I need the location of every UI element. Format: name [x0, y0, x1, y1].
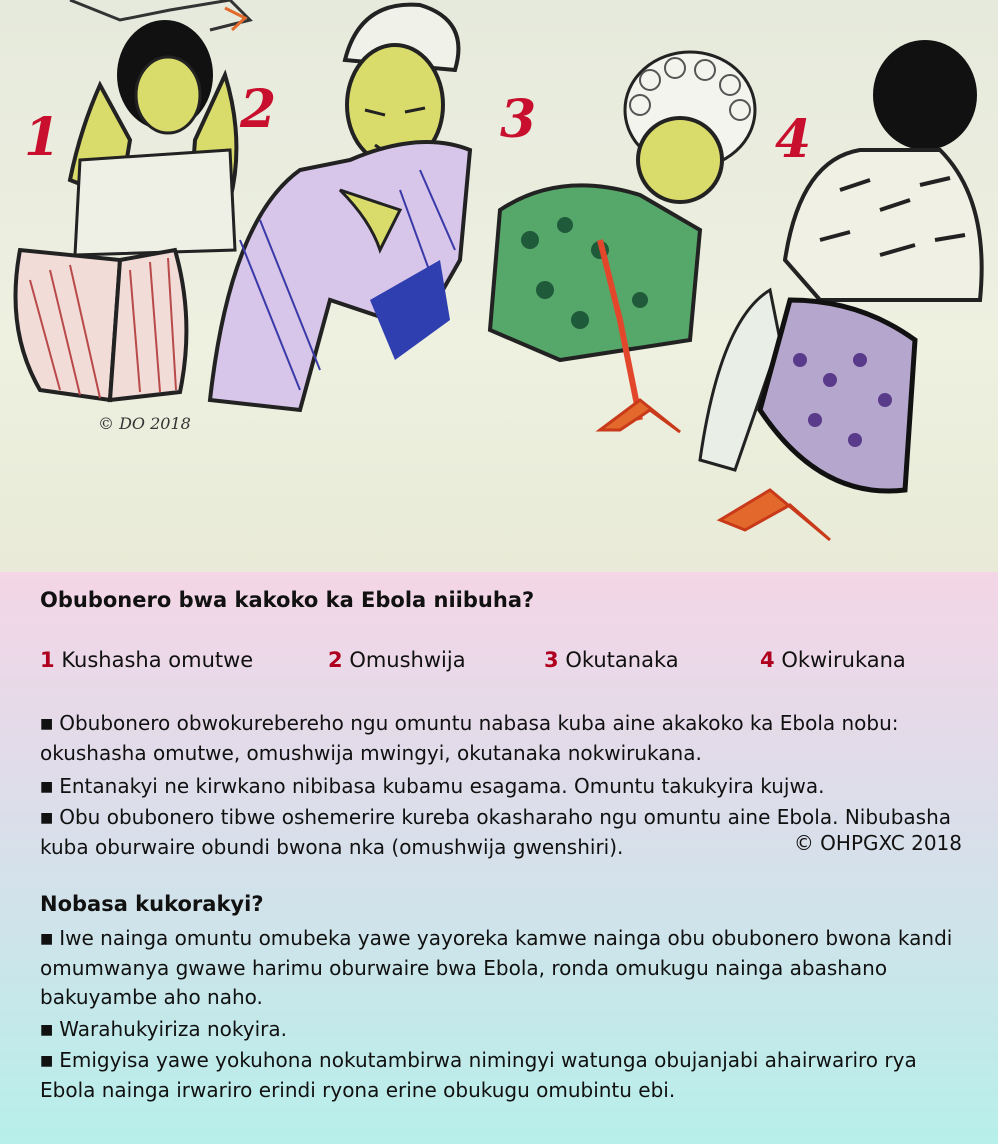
info-bullet-1	[40, 709, 970, 768]
symptom-number: 3	[544, 648, 559, 672]
figure-number-4: 4	[775, 109, 812, 170]
symptom-number: 1	[40, 648, 55, 672]
bullet-text: Iwe nainga omuntu omubeka yawe yayoreka kamwe nainga obu obubonero bwona kandi omumwanya gwawe harimu oburwaire bwa Ebola, ronda omukugu nainga abashano bakuyambe aho naho.	[40, 926, 953, 1009]
symptom-label: Okwirukana	[781, 648, 906, 672]
symptom-label: Kushasha omutwe	[61, 648, 254, 672]
bullet-text: Emigyisa yawe yokuhona nokutambirwa nimingyi watunga obujanjabi ahairwariro rya Ebola nainga irwariro erindi ryona erine obukugu omubintu ebi.	[40, 1048, 917, 1102]
symptom-number: 4	[760, 648, 775, 672]
bullet-text: Warahukyiriza nokyira.	[59, 1017, 287, 1041]
symptom-label: Omushwija	[349, 648, 466, 672]
bullet-text: Entanakyi ne kirwkano nibibasa kubamu esagama. Omuntu takukyira kujwa.	[59, 774, 825, 798]
action-bullet-1	[40, 924, 970, 1012]
info-bullet-2	[40, 772, 970, 802]
symptom-item-4	[760, 648, 906, 672]
bullet-text: Obu obubonero tibwe oshemerire kureba okasharaho ngu omuntu aine Ebola. Nibubasha kuba oburwaire obundi bwona nka (omushwija gwenshiri).	[40, 805, 952, 859]
copyright-notice: © OHPGXC 2018	[793, 831, 962, 855]
symptom-item-2	[328, 648, 466, 672]
artist-watermark: © DO 2018	[98, 414, 191, 433]
info-panel	[0, 572, 998, 1144]
symptom-label: Okutanaka	[565, 648, 679, 672]
bullet-icon: ■	[40, 779, 54, 795]
bullet-icon: ■	[40, 716, 54, 732]
symptom-item-3	[544, 648, 679, 672]
figure-number-3: 3	[500, 89, 537, 150]
figure-number-2: 2	[240, 79, 277, 140]
figure-headache	[16, 0, 251, 400]
bullet-icon: ■	[40, 931, 54, 947]
symptom-item-1	[40, 648, 253, 672]
bullet-icon: ■	[40, 810, 54, 826]
figure-fever	[210, 5, 470, 410]
action-subtitle: Nobasa kukorakyi?	[40, 892, 264, 916]
bullet-icon: ■	[40, 1053, 54, 1069]
figure-number-1: 1	[24, 107, 61, 168]
panel-title: Obubonero bwa kakoko ka Ebola niibuha?	[40, 588, 535, 612]
bullet-icon: ■	[40, 1022, 54, 1038]
symptom-number: 2	[328, 648, 343, 672]
action-bullet-3	[40, 1046, 970, 1105]
bullet-text: Obubonero obwokurebereho ngu omuntu nabasa kuba aine akakoko ka Ebola nobu: okushasha omutwe, omushwija mwingyi, okutanaka nokwirukana.	[40, 711, 899, 765]
action-bullet-2	[40, 1015, 970, 1045]
